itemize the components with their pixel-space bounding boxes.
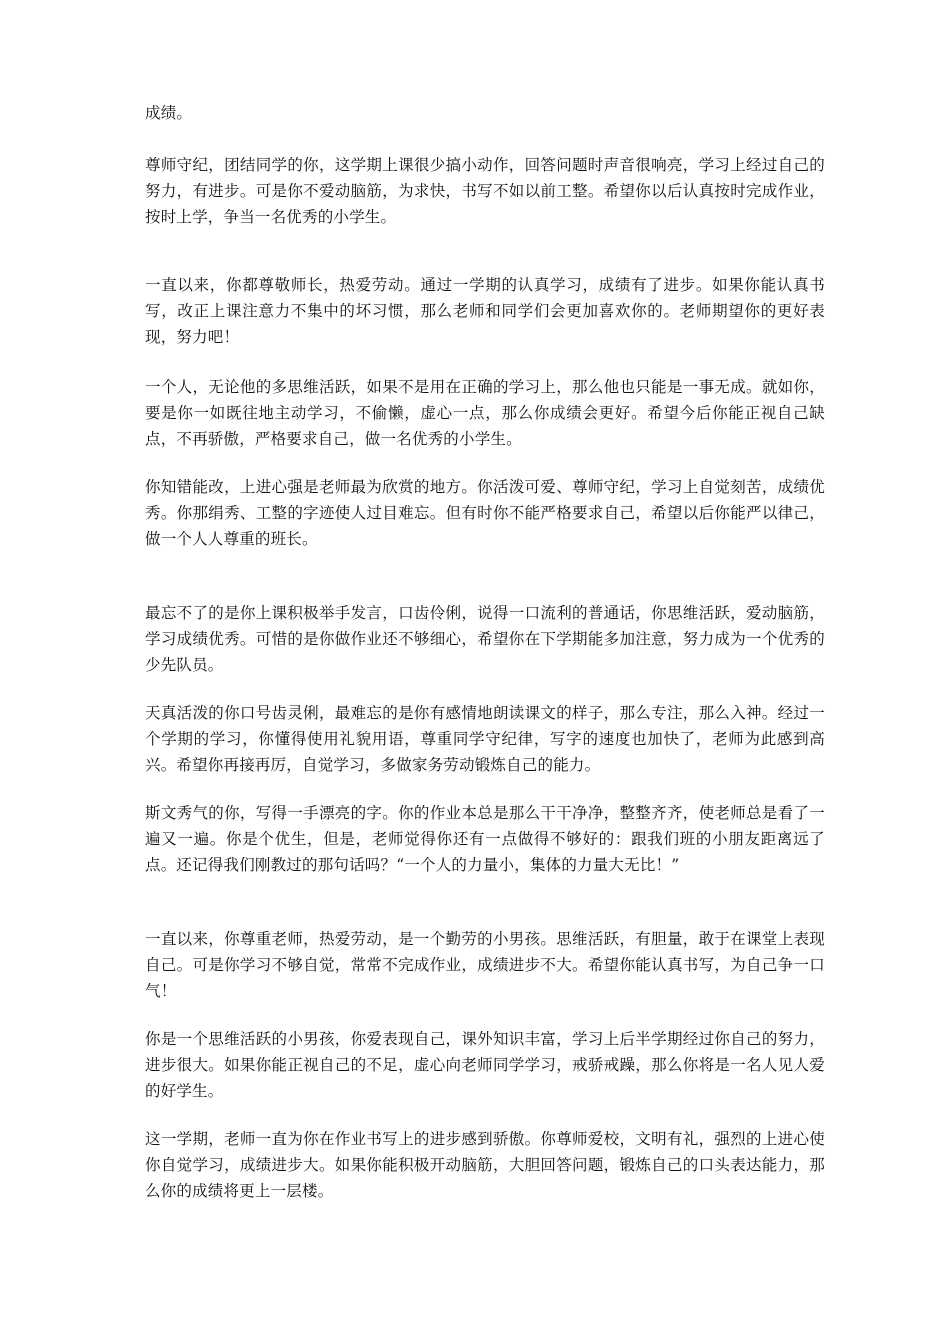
comment-paragraph-7: 斯文秀气的你，写得一手漂亮的字。你的作业本总是那么干干净净，整整齐齐，使老师总是看了一遍又一遍。你是个优生，但是，老师觉得你还有一点做得不够好的：跟我们班的小朋友距离远了点。还记得我们刚教过的那句话吗？“一个人的力量小，集体的力量大无比！” — [145, 804, 825, 874]
comment-paragraph-3: 一个人，无论他的多思维活跃，如果不是用在正确的学习上，那么他也只能是一事无成。就如你，要是你一如既往地主动学习，不偷懒，虚心一点，那么你成绩会更好。希望今后你能正视自己缺点，不再骄傲，严格要求自己，做一名优秀的小学生。 — [145, 378, 825, 448]
comment-paragraph-2: 一直以来，你都尊敬师长，热爱劳动。通过一学期的认真学习，成绩有了进步。如果你能认真书写，改正上课注意力不集中的坏习惯，那么老师和同学们会更加喜欢你的。老师期望你的更好表现，努力吧！ — [145, 276, 825, 346]
comment-paragraph-8: 一直以来，你尊重老师，热爱劳动，是一个勤劳的小男孩。思维活跃，有胆量，敢于在课堂上表现自己。可是你学习不够自觉，常常不完成作业，成绩进步不大。希望你能认真书写，为自己争一口气！ — [145, 930, 825, 1000]
comment-paragraph-4: 你知错能改，上进心强是老师最为欣赏的地方。你活泼可爱、尊师守纪，学习上自觉刻苦，成绩优秀。你那绢秀、工整的字迹使人过目难忘。但有时你不能严格要求自己，希望以后你能严以律己，做一个人人尊重的班长。 — [145, 478, 825, 548]
comment-paragraph-10: 这一学期，老师一直为你在作业书写上的进步感到骄傲。你尊师爱校，文明有礼，强烈的上进心使你自觉学习，成绩进步大。如果你能积极开动脑筋，大胆回答问题，锻炼自己的口头表达能力，那么你的成绩将更上一层楼。 — [145, 1130, 825, 1200]
comment-paragraph-5: 最忘不了的是你上课积极举手发言，口齿伶俐，说得一口流利的普通话，你思维活跃，爱动脑筋，学习成绩优秀。可惜的是你做作业还不够细心，希望你在下学期能多加注意，努力成为一个优秀的少先队员。 — [145, 604, 825, 674]
paragraph-continuation: 成绩。 — [145, 104, 193, 122]
comment-paragraph-1: 尊师守纪，团结同学的你，这学期上课很少搞小动作，回答问题时声音很响亮，学习上经过自己的努力，有进步。可是你不爱动脑筋，为求快，书写不如以前工整。希望你以后认真按时完成作业，按时上学，争当一名优秀的小学生。 — [145, 156, 825, 226]
comment-paragraph-6: 天真活泼的你口号齿灵俐，最难忘的是你有感情地朗读课文的样子，那么专注，那么入神。经过一个学期的学习，你懂得使用礼貌用语，尊重同学守纪律，写字的速度也加快了，老师为此感到高兴。希望你再接再厉，自觉学习，多做家务劳动锻炼自己的能力。 — [145, 704, 825, 774]
comment-paragraph-9: 你是一个思维活跃的小男孩，你爱表现自己，课外知识丰富，学习上后半学期经过你自己的努力，进步很大。如果你能正视自己的不足，虚心向老师同学学习，戒骄戒躁，那么你将是一名人见人爱的好学生。 — [145, 1030, 825, 1100]
